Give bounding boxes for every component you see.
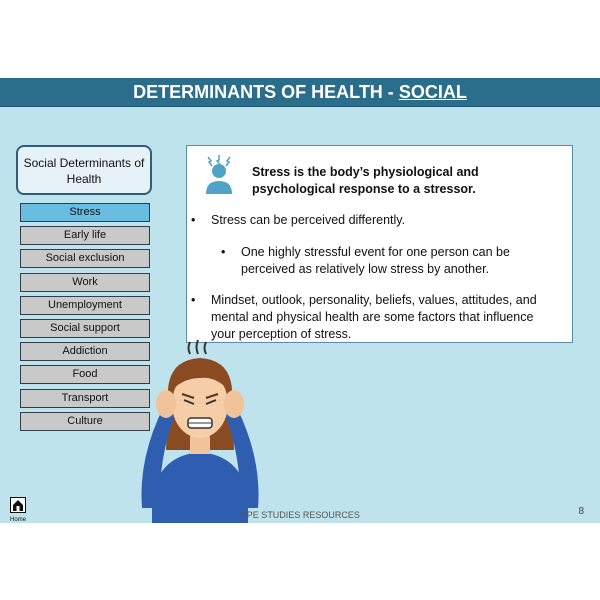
bullet-factors: • Mindset, outlook, personality, beliefs, values, attitudes, and mental and physical health are some factors that influence your perception of stress. — [211, 292, 561, 343]
sub-bullet-event: • One highly stressful event for one person can be perceived as relatively low stress by another. — [241, 244, 563, 278]
nav-item-stress[interactable]: Stress — [20, 203, 150, 222]
page-number: 8 — [578, 506, 584, 517]
nav-item-food[interactable]: Food — [20, 365, 150, 384]
nav-item-addiction[interactable]: Addiction — [20, 342, 150, 361]
home-label: Home — [9, 517, 26, 523]
title-emphasis: SOCIAL — [398, 82, 467, 102]
section-label: Social Determinants of Health — [16, 145, 152, 195]
stressed-person-icon — [201, 154, 237, 194]
nav-item-culture[interactable]: Culture — [20, 412, 150, 431]
nav-item-social-exclusion[interactable]: Social exclusion — [20, 249, 150, 268]
nav-item-transport[interactable]: Transport — [20, 389, 150, 408]
nav-item-unemployment[interactable]: Unemployment — [20, 296, 150, 315]
stressed-girl-illustration — [130, 338, 270, 523]
nav-item-early-life[interactable]: Early life — [20, 226, 150, 245]
bullet-perceived: • Stress can be perceived differently. — [211, 212, 561, 229]
slide-title — [0, 78, 600, 107]
title-prefix: DETERMINANTS OF HEALTH - — [133, 82, 399, 102]
nav-item-work[interactable]: Work — [20, 273, 150, 292]
content-panel — [186, 145, 573, 343]
nav-item-social-support[interactable]: Social support — [20, 319, 150, 338]
slide — [0, 78, 600, 523]
stress-definition: Stress is the body’s physiological and psychological response to a stressor. — [252, 165, 479, 196]
footer-copyright: ©PE STUDIES RESOURCES — [240, 510, 360, 520]
